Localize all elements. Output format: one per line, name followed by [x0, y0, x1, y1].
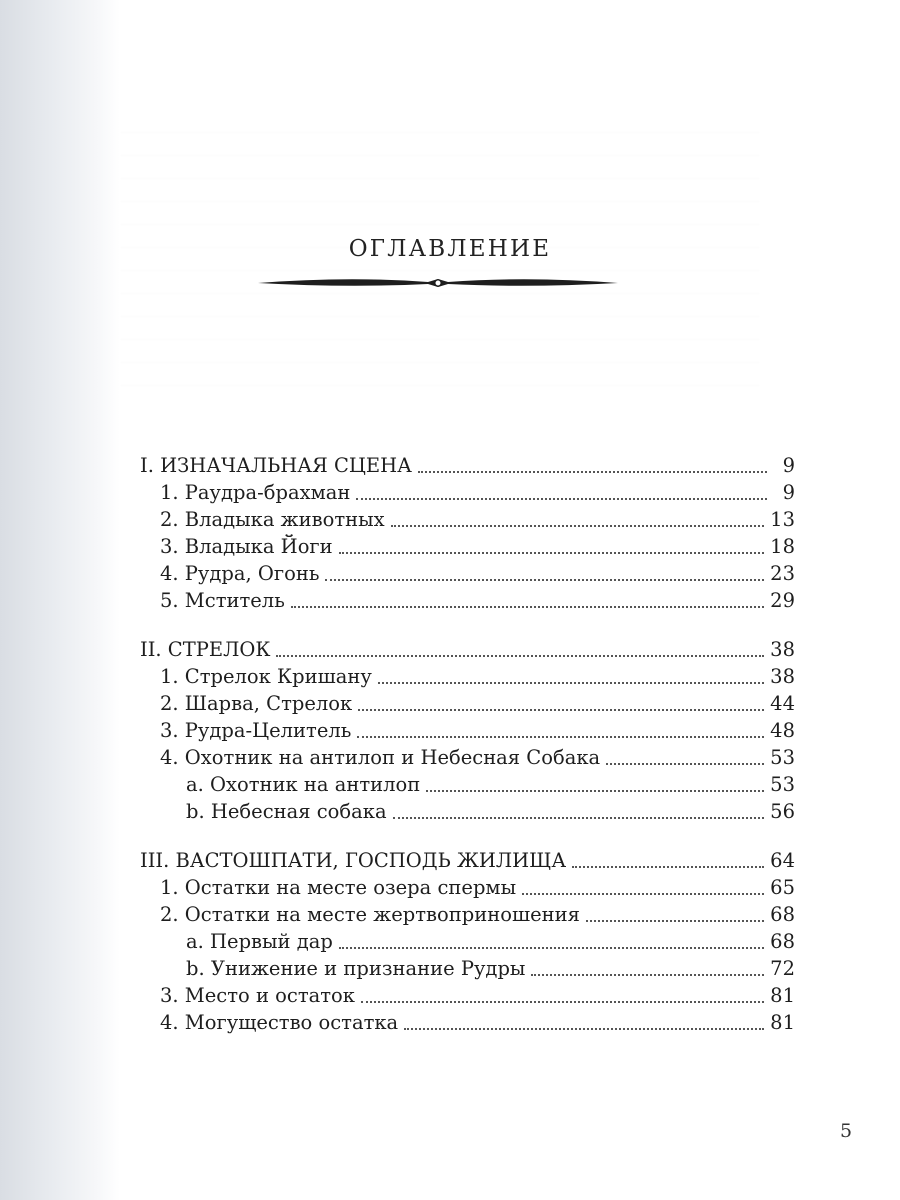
toc-page-number: 38	[770, 638, 795, 661]
toc-entry-label: b. Небесная собака	[186, 800, 387, 823]
dot-leader	[325, 572, 764, 581]
toc-entry-label: b. Унижение и признание Рудры	[186, 957, 526, 980]
dot-leader	[391, 518, 765, 527]
toc-section-2	[140, 636, 795, 825]
toc-subentry	[140, 955, 795, 982]
dot-leader	[572, 859, 764, 868]
toc-entry	[140, 479, 795, 506]
toc-heading-label: I. ИЗНАЧАЛЬНАЯ СЦЕНА	[140, 454, 412, 477]
toc-entry-label: 4. Рудра, Огонь	[160, 562, 320, 585]
book-page	[100, 0, 853, 1200]
title-ornament	[258, 268, 618, 298]
toc-heading-row	[140, 452, 795, 479]
toc-page-number: 29	[770, 589, 795, 612]
toc-page-number: 68	[770, 930, 795, 953]
toc-subentry	[140, 928, 795, 955]
toc-page-number: 81	[770, 1011, 795, 1034]
toc-entry-label: 2. Владыка животных	[160, 508, 385, 531]
toc-subentry	[140, 798, 795, 825]
toc-entry	[140, 533, 795, 560]
dot-leader	[339, 940, 764, 949]
toc-heading-label: III. ВАСТОШПАТИ, ГОСПОДЬ ЖИЛИЩА	[140, 849, 567, 872]
toc-heading-row	[140, 847, 795, 874]
toc-entry	[140, 560, 795, 587]
dot-leader	[418, 464, 767, 473]
toc-entry	[140, 663, 795, 690]
toc-page-number: 9	[782, 481, 795, 504]
dot-leader	[531, 967, 764, 976]
toc-page-number: 38	[770, 665, 795, 688]
toc-page-number: 18	[770, 535, 795, 558]
toc-entry	[140, 717, 795, 744]
toc-page-number: 68	[770, 903, 795, 926]
dot-leader	[378, 675, 764, 684]
toc-entry	[140, 744, 795, 771]
toc-entry-label: 3. Владыка Йоги	[160, 535, 333, 558]
toc-heading-label: II. СТРЕЛОК	[140, 638, 271, 661]
dot-leader	[339, 545, 765, 554]
toc-entry-label: a. Охотник на антилоп	[186, 773, 421, 796]
toc-entry-label: 1. Стрелок Кришану	[160, 665, 372, 688]
page-number: 5	[840, 1120, 853, 1142]
toc-entry	[140, 982, 795, 1009]
toc-page-number: 53	[770, 746, 795, 769]
dot-leader	[404, 1021, 764, 1030]
toc-entry-label: 4. Могущество остатка	[160, 1011, 399, 1034]
toc-entry-label: 4. Охотник на антилоп и Небесная Собака	[160, 746, 601, 769]
toc-page-number: 13	[770, 508, 795, 531]
dot-leader	[586, 913, 764, 922]
toc-section-1	[140, 452, 795, 614]
dot-leader	[276, 648, 764, 657]
page-title: ОГЛАВЛЕНИЕ	[348, 236, 552, 262]
toc-entry-label: 2. Остатки на месте жертвоприношения	[160, 903, 580, 926]
toc-entry	[140, 506, 795, 533]
toc-entry-label: 3. Место и остаток	[160, 984, 355, 1007]
toc-section-3	[140, 847, 795, 1036]
toc-heading-row	[140, 636, 795, 663]
toc-entry	[140, 901, 795, 928]
toc-entry-label: 1. Остатки на месте озера спермы	[160, 876, 517, 899]
toc-page-number: 9	[782, 454, 795, 477]
toc-page-number: 72	[770, 957, 795, 980]
toc-entry	[140, 1009, 795, 1036]
dot-leader	[361, 994, 764, 1003]
toc-page-number: 53	[770, 773, 795, 796]
toc-entry-label: 2. Шарва, Стрелок	[160, 692, 353, 715]
toc-entry	[140, 874, 795, 901]
toc-page-number: 81	[770, 984, 795, 1007]
dot-leader	[356, 491, 767, 500]
toc-page-number: 65	[770, 876, 795, 899]
toc-page-number: 64	[770, 849, 795, 872]
toc-entry-label: 3. Рудра-Целитель	[160, 719, 352, 742]
toc-page-number: 48	[770, 719, 795, 742]
dot-leader	[522, 886, 764, 895]
dot-leader	[393, 810, 765, 819]
table-of-contents	[140, 452, 795, 1058]
dot-leader	[357, 729, 764, 738]
toc-page-number: 44	[770, 692, 795, 715]
dot-leader	[426, 783, 764, 792]
dot-leader	[291, 599, 764, 608]
toc-page-number: 56	[770, 800, 795, 823]
toc-entry-label: a. Первый дар	[186, 930, 333, 953]
toc-subentry	[140, 771, 795, 798]
toc-entry-label: 5. Мститель	[160, 589, 285, 612]
toc-page-number: 23	[770, 562, 795, 585]
toc-entry	[140, 690, 795, 717]
dot-leader	[606, 756, 764, 765]
dot-leader	[358, 702, 764, 711]
toc-entry	[140, 587, 795, 614]
toc-entry-label: 1. Раудра-брахман	[160, 481, 351, 504]
